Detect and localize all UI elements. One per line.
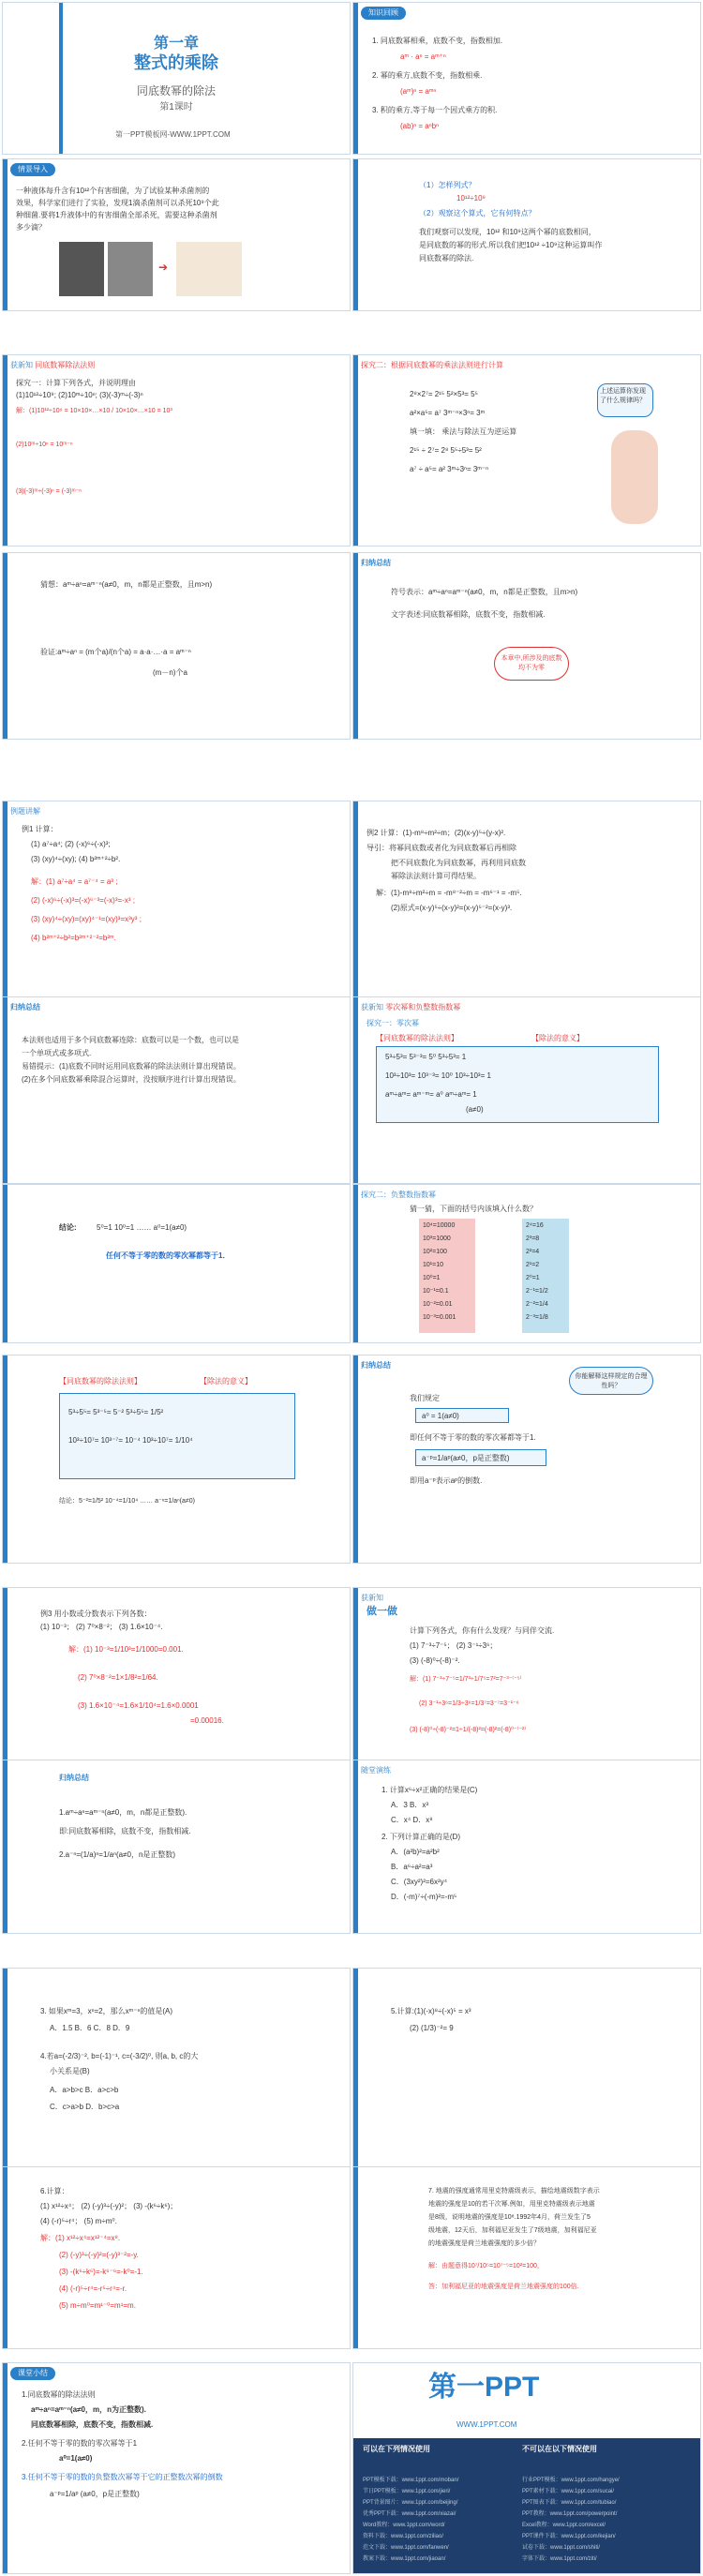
- text-line: 3.任何不等于零的数的负整数次幂等于它的正整数次幂的倒数: [22, 2473, 223, 2481]
- accent-bar: [353, 355, 358, 546]
- text-line: a⁻ᵖ=1/aᵖ (a≠0，p是正整数): [50, 2490, 140, 2498]
- row: 2⁻³=1/8: [526, 1314, 548, 1321]
- answer-line: 10¹²÷10⁹: [456, 194, 486, 202]
- section-header: 归纳总结: [361, 1361, 391, 1370]
- formula: aᵐ · aⁿ = aᵐ⁺ⁿ: [400, 52, 446, 61]
- slide-neg-rule: [2, 1355, 351, 1564]
- accent-bar: [3, 1185, 7, 1342]
- link[interactable]: 优秀PPT下载：www.1ppt.com/xiazai/: [363, 2511, 456, 2517]
- section-header: 归纳总结: [59, 1774, 89, 1782]
- section-header: 获新知: [361, 1594, 383, 1602]
- row: 10³=1000: [423, 1236, 451, 1242]
- slide-summary1: [352, 552, 701, 740]
- row: 5³÷5⁵= 5³⁻⁵= 5⁻² 5³÷5⁵= 1/5²: [68, 1408, 164, 1416]
- link[interactable]: PPT模板下载：www.1ppt.com/moban/: [363, 2478, 459, 2483]
- accent-bar: [59, 3, 63, 154]
- row: a²×a⁵= a⁷ 3ᵐ⁻ⁿ×3ⁿ= 3ᵐ: [410, 409, 486, 417]
- text-line: 例3 用小数或分数表示下列各数：: [40, 1610, 152, 1618]
- option: A．(a²b)²=a²b²: [391, 1848, 440, 1856]
- row: 2³=8: [526, 1236, 540, 1242]
- text-line: 是8级，说明地震的强度是10⁸.1992年4月，荷兰发生了5: [428, 2214, 591, 2221]
- link[interactable]: 资料下载：www.1ppt.com/ziliao/: [363, 2534, 444, 2539]
- bacteria-photo: [176, 242, 242, 296]
- text-line: 1. 同底数幂相乘，底数不变，指数相加.: [372, 37, 503, 45]
- cover-title: 整式的乘除: [134, 53, 218, 72]
- section-header: 例题讲解: [10, 807, 40, 816]
- accent-bar: [353, 1355, 358, 1563]
- text-line: 把不同底数化为同底数幂，再利用同底数: [391, 859, 526, 867]
- text-line: 的地震强度是荷兰地震强度的多少倍？: [428, 2240, 540, 2247]
- accent-bar: [3, 2363, 7, 2573]
- text-line: 多少滴？: [16, 223, 46, 232]
- text-line: 计算下列各式，你有什么发现？与同伴交流.: [410, 1626, 555, 1635]
- question: 1. 计算x⁶÷x²正确的结果是(C): [381, 1786, 478, 1794]
- answer-line: (3) 1.6×10⁻⁴=1.6×1/10⁴=1.6×0.0001: [78, 1701, 199, 1710]
- cloud-note: 本章中,所涉及的底数均不为零: [494, 647, 569, 681]
- slide-conjecture: [2, 552, 351, 740]
- slide-example1: [2, 801, 351, 997]
- rule-title: 【同底数幂的除法法则】: [376, 1034, 458, 1042]
- conclusion-line: 5⁰=1 10⁰=1 …… a⁰=1(a≠0): [97, 1223, 187, 1232]
- accent-bar: [3, 801, 7, 996]
- question-line: （1）怎样列式？: [419, 181, 476, 189]
- section-header: 探究二：负整数指数幂: [361, 1191, 436, 1199]
- logo: 第一PPT: [428, 2372, 540, 2403]
- column-title: 不可以在以下情况使用: [522, 2445, 597, 2453]
- cover-subtitle: 同底数幂的除法: [136, 84, 216, 97]
- slide-cover: [2, 2, 351, 155]
- question: 4.若a=(-2/3)⁻², b=(-1)⁻¹, c=(-3/2)⁰, 则a, b, c的大: [40, 2052, 199, 2060]
- answer-line: 解：(1) x¹²÷x⁴=x¹²⁻⁴=x⁸.: [40, 2234, 121, 2242]
- slide-practice1: [352, 1760, 701, 1934]
- slide-practice5: [352, 2166, 701, 2349]
- text-line: (1)10¹²÷10⁹; (2)10ᵐ÷10ⁿ; (3)(-3)ᵐ÷(-3)ⁿ: [16, 391, 143, 399]
- accent-bar: [3, 159, 7, 310]
- row: 10³÷10⁷= 10³⁻⁷= 10⁻⁴ 10³÷10⁷= 1/10⁴: [68, 1436, 193, 1445]
- question: 3. 如果xᵐ=3，xⁿ=2，那么xᵐ⁻ⁿ的值是(A): [40, 2007, 173, 2015]
- answer-line: (4) b²ᵐ⁺²÷b²=b²ᵐ⁺²⁻²=b²ᵐ.: [31, 934, 116, 942]
- text-line: 同底数幂相除，底数不变，指数相减.: [31, 2420, 154, 2429]
- question: (4) (-r)⁵÷r⁴； (5) m÷m⁰.: [40, 2217, 117, 2225]
- slide-summary4: [2, 1760, 351, 1934]
- accent-bar: [353, 553, 358, 739]
- try-title: 做一做: [366, 1606, 397, 1617]
- answer-line: (2)原式=(x-y)⁵÷(x-y)²=(x-y)⁵⁻²=(x-y)³.: [391, 904, 513, 912]
- text-line: 我们规定: [410, 1394, 440, 1402]
- answer-line: 答：加利福尼亚的地震强度是荷兰地震强度的100倍.: [428, 2284, 579, 2290]
- conclusion-line: 结论：5⁻²=1/5² 10⁻⁴=1/10⁴ …… a⁻ⁿ=1/aⁿ(a≠0): [59, 1498, 195, 1505]
- text-line: 即:同底数幂相除，底数不变，指数相减.: [59, 1827, 191, 1835]
- logo-url[interactable]: WWW.1PPT.COM: [456, 2420, 517, 2429]
- answer-line: 解：(1)10¹²÷10⁹ = 10×10×…×10 / 10×10×…×10 = 10³: [16, 408, 172, 414]
- link[interactable]: PPT背景图片：www.1ppt.com/beijing/: [363, 2500, 458, 2506]
- answer-line: (3) (xy)⁴÷(xy)=(xy)⁴⁻¹=(xy)³=x³y³ ;: [31, 915, 142, 923]
- link[interactable]: PPT图表下载：www.1ppt.com/tubiao/: [522, 2500, 617, 2506]
- option: A．a>b>c B．a>c>b: [50, 2086, 119, 2094]
- verify-line: 验证:aᵐ÷aⁿ = (m个a)/(n个a) = a·a·…·a = aᵐ⁻ⁿ: [40, 648, 191, 656]
- link[interactable]: Excel教程：www.1ppt.com/excel/: [522, 2523, 606, 2528]
- section-header: 情景导入: [10, 163, 55, 176]
- text-line: 1.aᵐ÷aⁿ=aᵐ⁻ⁿ(a≠0，m，n都是正整数).: [59, 1808, 187, 1817]
- link[interactable]: 节日PPT模板：www.1ppt.com/jieri/: [363, 2489, 451, 2494]
- text-line: (1) 10⁻³； (2) 7⁰×8⁻²； (3) 1.6×10⁻⁴.: [40, 1623, 163, 1631]
- fraction-work: (2)10ᵐ÷10ⁿ = 10ᵐ⁻ⁿ: [16, 442, 73, 448]
- cartoon-girl: [611, 430, 658, 524]
- option: B．a⁶÷a²=a³: [391, 1863, 433, 1871]
- question: (1) x¹²÷x⁴； (2) (-y)³÷(-y)²； (3) -(k⁶÷k⁶)；: [40, 2202, 178, 2210]
- text-line: (1) a⁷÷a⁴; (2) (-x)⁶÷(-x)³;: [31, 840, 111, 848]
- slide-practice4: [2, 2166, 351, 2349]
- accent-bar: [3, 1969, 7, 2173]
- row: 10⁴=10000: [423, 1222, 456, 1229]
- question: 5.计算:(1)(-x)⁸÷(-x)⁵ = x³: [391, 2007, 471, 2015]
- slide-zero-power: [352, 996, 701, 1184]
- row: 2¹=2: [526, 1262, 540, 1268]
- text-line: 文字表述:同底数幂相除，底数不变，指数相减.: [391, 610, 546, 619]
- accent-bar: [3, 997, 7, 1183]
- text-line: 7. 地震的强度通常用里克特震级表示，描绘地震级数字表示: [428, 2188, 600, 2194]
- text-line: 例1 计算：: [22, 825, 58, 833]
- rule-title: 【除法的意义】: [200, 1377, 252, 1385]
- slide-ad: [352, 2362, 701, 2574]
- text-line: 级地震，12天后，加利福尼亚发生了7级地震，加利福尼亚: [428, 2227, 597, 2234]
- answer-line: (2) 3⁻¹÷3⁶=1/3÷3⁶=1/3⁷=3⁻⁷=3⁻¹⁻⁶: [419, 1700, 519, 1707]
- answer-line: (2) (-y)³÷(-y)²=(-y)³⁻²=-y.: [59, 2251, 139, 2259]
- row: 2⁻¹=1/2: [526, 1288, 548, 1295]
- option: C．x⁴ D．x⁸: [391, 1816, 433, 1824]
- lab-photo: [108, 242, 153, 296]
- accent-bar: [353, 801, 358, 996]
- slide-practice3: [352, 1968, 701, 2174]
- section-header: 探究二：根据同底数幂的乘法法则进行计算: [361, 361, 503, 369]
- text-line: aᵐ÷aⁿ=aᵐ⁻ⁿ(a≠0，m，n为正整数).: [31, 2405, 146, 2414]
- question: 6.计算：: [40, 2187, 69, 2195]
- row: 2⁸×2⁷= 2¹⁵ 5²×5³= 5⁵: [410, 390, 478, 398]
- text-line: 同底数幂的除法.: [419, 254, 474, 262]
- text-line: 符号表示：aᵐ÷aⁿ=aᵐ⁻ⁿ(a≠0，m，n都是正整数，且m>n): [391, 588, 578, 596]
- answer-line: 解：(1) 10⁻³=1/10³=1/1000=0.001.: [68, 1645, 184, 1654]
- answer-line: (5) m÷m⁰=m¹⁻⁰=m¹=m.: [59, 2301, 136, 2310]
- text-line: 探究一：计算下列各式，并说明理由: [16, 379, 136, 387]
- slide-intro: [2, 158, 351, 311]
- link[interactable]: PPT素材下载：www.1ppt.com/sucai/: [522, 2489, 615, 2494]
- text-line: 1.同底数幂的除法法则: [22, 2390, 96, 2399]
- option: D．(-m)⁷÷(-m)²=-m⁵: [391, 1893, 457, 1901]
- text-line: 2.a⁻ⁿ=(1/a)ⁿ=1/aⁿ(a≠0，n是正整数): [59, 1850, 176, 1859]
- text-line: 例2 计算：(1)-m⁸÷m²÷m；(2)(x-y)⁵÷(y-x)².: [366, 829, 506, 837]
- link[interactable]: 范文下载：www.1ppt.com/fanwen/: [363, 2545, 449, 2551]
- text-line: 一个单项式或多项式.: [22, 1049, 92, 1057]
- rule-title: 【同底数幂的除法法则】: [59, 1377, 142, 1385]
- accent-bar: [353, 159, 358, 310]
- option: C．(3xy²)²=6x²y⁴: [391, 1878, 448, 1886]
- row: 填一填： 乘法与除法互为逆运算: [410, 427, 517, 436]
- row: 10⁰=1: [423, 1275, 441, 1281]
- accent-bar: [353, 1760, 358, 1933]
- verify-note: (m－n)个a: [153, 668, 187, 677]
- slide-conclusion: [2, 2362, 351, 2574]
- link[interactable]: 行业PPT模板：www.1ppt.com/hangye/: [522, 2478, 620, 2483]
- section-header: 知识回顾: [361, 7, 406, 20]
- answer-line: (3) (-8)⁰÷(-8)⁻²=1÷1/(-8)²=(-8)²=(-8)⁰⁻⁽⁻²⁾: [410, 1727, 527, 1733]
- conclusion-label: 结论:: [59, 1223, 77, 1232]
- section-header: 随堂演练: [361, 1766, 391, 1775]
- speech-bubble: 上述运算你发现了什么规律吗？: [597, 383, 653, 417]
- text-line: (1) 7⁻³÷7⁻⁵； (2) 3⁻¹÷3⁶；: [410, 1641, 498, 1650]
- text-line: (3) (xy)⁴÷(xy); (4) b²ᵐ⁺²÷b².: [31, 855, 121, 863]
- section-header: 归纳总结: [10, 1003, 40, 1011]
- row: 10¹=10: [423, 1262, 443, 1268]
- question: (2) (1/3)⁻²= 9: [410, 2024, 454, 2032]
- slide-explore2: [352, 354, 701, 547]
- link[interactable]: PPT教程：www.1ppt.com/powerpoint/: [522, 2511, 618, 2517]
- answer-line: =0.00016.: [190, 1716, 224, 1725]
- link[interactable]: 教案下载：www.1ppt.com/jiaoan/: [363, 2556, 446, 2562]
- row: 2²=4: [526, 1249, 540, 1255]
- row: 5³÷5³= 5³⁻³= 5⁰ 5³÷5³= 1: [385, 1053, 467, 1061]
- accent-bar: [353, 1588, 358, 1764]
- option: A．3 B．x³: [391, 1801, 429, 1809]
- link[interactable]: 试卷下载：www.1ppt.com/shiti/: [522, 2545, 601, 2551]
- chapter-label: 第一章: [153, 36, 199, 52]
- text-line: 种细菌.要将1升液体中的有害细菌全部杀死，需要这种杀菌剂: [16, 211, 217, 219]
- slide-example3: [2, 1587, 351, 1765]
- fraction-work: (3)(-3)ᵐ÷(-3)ⁿ = (-3)ᵐ⁻ⁿ: [16, 488, 82, 495]
- slide-example2: [352, 801, 701, 997]
- question-line: （2）观察这个算式，它有何特点？: [419, 209, 536, 217]
- answer-line: 解：(1)-m⁸÷m²÷m = -m⁸⁻²÷m = -m⁶⁻¹ = -m⁵.: [376, 889, 522, 897]
- sub-header: 探究一：零次幂: [366, 1019, 419, 1027]
- slide-try: [352, 1587, 701, 1765]
- slide-practice2: [2, 1968, 351, 2174]
- text-line: 2. 幂的乘方,底数不变，指数相乘.: [372, 71, 483, 80]
- slide-summary3: [352, 1355, 701, 1564]
- cloud-note: 你能解释这样规定的合理性吗？: [569, 1367, 653, 1395]
- formula-box: a⁰ = 1(a≠0): [415, 1408, 509, 1423]
- text-line: (3) (-8)⁰÷(-8)⁻².: [410, 1656, 460, 1665]
- answer-line: 解：(1) a⁷÷a⁴ = a⁷⁻⁴ = a³ ;: [31, 877, 118, 886]
- conclusion-rule: 任何不等于零的数的零次幂都等于1．: [106, 1251, 231, 1260]
- accent-bar: [353, 3, 358, 154]
- text-line: 3. 积的乘方,等于每一个因式乘方的积.: [372, 106, 498, 114]
- arrow-icon: ➔: [158, 261, 169, 274]
- accent-bar: [3, 2167, 7, 2348]
- section-header: 获新知 同底数幂除法法则: [10, 361, 96, 369]
- option: C．c>a>b D．b>c>a: [50, 2103, 120, 2111]
- text-line: 幂除法法则计算可得结果。: [391, 872, 481, 880]
- section-header: 课堂小结: [10, 2367, 55, 2380]
- row: 10²=100: [423, 1249, 447, 1255]
- question: 2. 下列计算正确的是(D): [381, 1833, 460, 1841]
- section-header: 归纳总结: [361, 559, 391, 567]
- accent-bar: [353, 997, 358, 1183]
- option: A．1.5 B．6 C．8 D．9: [50, 2024, 130, 2032]
- row: 2¹⁵ ÷ 2⁷= 2⁸ 5⁵÷5³= 5²: [410, 446, 482, 455]
- question: 小关系是(B): [50, 2067, 90, 2075]
- text-line: a⁰=1(a≠0): [59, 2454, 93, 2463]
- row: 2⁴=16: [526, 1222, 544, 1229]
- text-line: 是同底数的幂的形式.所以我们把10¹² ÷10⁹这种运算叫作: [419, 241, 603, 249]
- link[interactable]: 字体下载：www.1ppt.com/ziti/: [522, 2556, 597, 2562]
- row: 2⁰=1: [526, 1275, 540, 1281]
- answer-line: 解：由题意得10⁷/10⁵=10⁷⁻⁵=10²=100，: [428, 2263, 544, 2269]
- rule-title: 【除法的意义】: [531, 1034, 584, 1042]
- slide-neg-power: [352, 1184, 701, 1343]
- formula: (ab)ⁿ = aⁿbⁿ: [400, 122, 439, 130]
- condition: (a≠0): [466, 1105, 484, 1114]
- accent-bar: [3, 1355, 7, 1563]
- cover-footer: 第一PPT模板网-WWW.1PPT.COM: [115, 130, 231, 139]
- answer-line: (3) -(k⁶÷k⁶)=-k⁶⁻⁶=-k⁰=-1.: [59, 2268, 143, 2276]
- accent-bar: [3, 553, 7, 739]
- text-line: 本法则也适用于多个同底数幂连除：底数可以是一个数，也可以是: [22, 1036, 239, 1044]
- text-line: 我们观察可以发现，10¹² 和10⁹这两个幂的底数相同，: [419, 228, 596, 236]
- row: a⁷ ÷ a⁵= a² 3ᵐ÷3ⁿ= 3ᵐ⁻ⁿ: [410, 465, 489, 473]
- row: 10⁻¹=0.1: [423, 1288, 449, 1295]
- row: 2⁻²=1/4: [526, 1301, 548, 1308]
- conjecture-line: 猜想：aᵐ÷aⁿ=aᵐ⁻ⁿ(a≠0，m，n都是正整数，且m>n): [40, 580, 213, 589]
- text-line: 效果，科学家们进行了实验，发现1滴杀菌剂可以杀死10⁹个此: [16, 199, 219, 207]
- accent-bar: [3, 1588, 7, 1764]
- text-line: 猜一猜，下面的括号内该填入什么数？: [410, 1205, 537, 1213]
- row: 10³÷10³= 10³⁻³= 10⁰ 10³÷10³= 1: [385, 1071, 491, 1080]
- slide-summary2: [2, 996, 351, 1184]
- link[interactable]: PPT课件下载：www.1ppt.com/kejian/: [522, 2534, 616, 2539]
- slide-explore1: [2, 354, 351, 547]
- answer-line: 解：(1) 7⁻³÷7⁻⁵=1/7³÷1/7⁵=7²=7⁻³⁻⁽⁻⁵⁾: [410, 1676, 522, 1683]
- lesson-label: 第1课时: [159, 102, 193, 112]
- formula-box: a⁻ᵖ=1/aᵖ(a≠0，p是正整数): [415, 1449, 546, 1466]
- text-line: 即用a⁻ᵖ表示aᵖ的倒数.: [410, 1476, 483, 1485]
- answer-line: (4) (-r)⁵÷r⁴=-r⁵÷r⁴=-r.: [59, 2284, 127, 2293]
- slide-zero-concl: [2, 1184, 351, 1343]
- column-title: 可以在下列情况使用: [363, 2445, 430, 2453]
- slide-review: [352, 2, 701, 155]
- slide-question: [352, 158, 701, 311]
- text-line: 地震的强度是10的若干次幂.例如，用里克特震级表示地震: [428, 2201, 595, 2208]
- section-header: 获新知 零次幂和负整数指数幂: [361, 1003, 461, 1011]
- text-line: 易错提示：(1)底数不同时运用同底数幂的除法法则计算出现错误。: [22, 1062, 241, 1071]
- text-line: (2)在多个同底数幂乘除混合运算时，没按顺序进行计算出现错误。: [22, 1075, 241, 1084]
- row: 10⁻²=0.01: [423, 1301, 453, 1308]
- text-line: 导引：将幂同底数或者化为同底数幂后再相除: [366, 844, 516, 852]
- answer-line: (2) 7⁰×8⁻²=1×1/8²=1/64.: [78, 1673, 158, 1682]
- text-line: 一种液体每升含有10¹²个有害细菌，为了试验某种杀菌剂的: [16, 187, 210, 195]
- formula: (aᵐ)ⁿ = aᵐⁿ: [400, 87, 437, 96]
- accent-bar: [353, 2167, 358, 2348]
- accent-bar: [3, 355, 7, 546]
- lab-photo: [59, 242, 104, 296]
- row: aᵐ÷aᵐ= aᵐ⁻ᵐ= a⁰ aᵐ÷aᵐ= 1: [385, 1090, 477, 1099]
- text-line: 即任何不等于零的数的零次幂都等于1.: [410, 1433, 536, 1442]
- accent-bar: [353, 1969, 358, 2173]
- row: 10⁻³=0.001: [423, 1314, 456, 1321]
- accent-bar: [353, 1185, 358, 1342]
- link[interactable]: Word教程：www.1ppt.com/word/: [363, 2523, 445, 2528]
- accent-bar: [3, 1760, 7, 1933]
- answer-line: (2) (-x)⁶÷(-x)³=(-x)⁶⁻³=(-x)³=-x³ ;: [31, 896, 135, 905]
- text-line: 2.任何不等于零的数的零次幂等于1: [22, 2439, 138, 2448]
